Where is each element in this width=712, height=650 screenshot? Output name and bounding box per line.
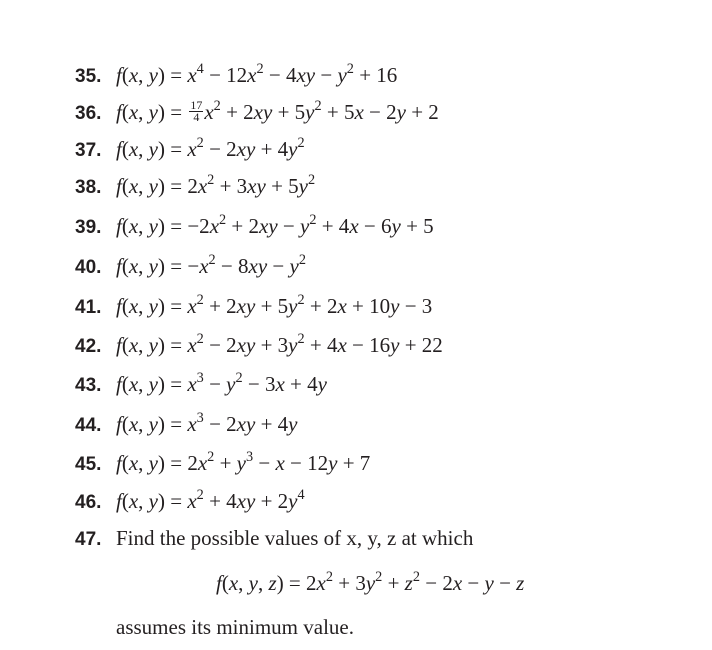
problem-35 (75, 60, 397, 90)
problem-38 (75, 171, 315, 201)
problem-number: 42. (75, 336, 102, 357)
problem-47 (75, 523, 473, 553)
problem-number: 40. (75, 257, 102, 278)
problem-expression: f(x, $y) = x^2 - 2xy + 4y^2$ (116, 135, 305, 161)
problem-expression: f(x, $y) = x^3 - y^2 - 3x + 4y$ (116, 370, 327, 396)
problem-47-closing: assumes its minimum value. (116, 615, 354, 639)
problem-expression: f(x, y) = $\frac{17}{4}$ $x^2 + 2xy + 5y^2 + 5x - 2y + 2$ (116, 97, 439, 124)
problem-39 (75, 211, 434, 241)
problem-47-statement: Find the possible values of x, y, z at which (116, 526, 474, 550)
problem-expression: f(x, $y) = x^2 + 4xy + 2y^4$ (116, 487, 305, 513)
problem-number: 39. (75, 217, 102, 238)
problem-expression: f(x, $y) = -2x^2 + 2xy - y^2 + 4x - 6y + 5$ (116, 212, 434, 238)
problem-expression: f(x, $y) = x^2 + 2xy + 5y^2 + 2x + 10y - 3$ (116, 292, 433, 318)
problem-expression: f(x, $y) = x^3 - 2xy + 4y$ (116, 410, 298, 436)
problem-number: 43. (75, 375, 102, 396)
problem-expression: f(x, $y) = 2x^2 + y^3 - x - 12y + 7$ (116, 449, 371, 475)
problem-expression: f(x, $y) = x^4 - 12x^2 - 4xy - y^2 + 16$ (116, 61, 398, 87)
problem-expression: f(x, $y) = -x^2 - 8xy - y^2$ (116, 252, 306, 278)
problem-36 (75, 97, 439, 127)
problem-number: 44. (75, 415, 102, 436)
problem-expression: f(x, $y) = 2x^2 + 3xy + 5y^2$ (116, 172, 316, 198)
problem-45 (75, 448, 370, 478)
problem-46 (75, 486, 305, 516)
problem-37 (75, 134, 305, 164)
problem-number: 46. (75, 492, 102, 513)
problem-number: 38. (75, 177, 102, 198)
problem-47-display-equation: f(x, y, $z) = 2x^2 + 3y^2 + z^2 - 2x - y - z$ (216, 569, 525, 595)
problem-number: 47. (75, 529, 102, 550)
problem-number: 41. (75, 297, 102, 318)
problem-number: 35. (75, 66, 102, 87)
problem-44 (75, 409, 297, 439)
problem-number: 45. (75, 454, 102, 475)
problem-number: 37. (75, 140, 102, 161)
fraction: $\frac{17}{4}$ (190, 97, 203, 124)
problem-42 (75, 330, 443, 360)
problem-40 (75, 251, 306, 281)
problem-expression: f(x, $y) = x^2 - 2xy + 3y^2 + 4x - 16y + 22$ (116, 331, 443, 357)
problem-43 (75, 369, 327, 399)
problem-41 (75, 291, 432, 321)
problem-number: 36. (75, 103, 102, 124)
